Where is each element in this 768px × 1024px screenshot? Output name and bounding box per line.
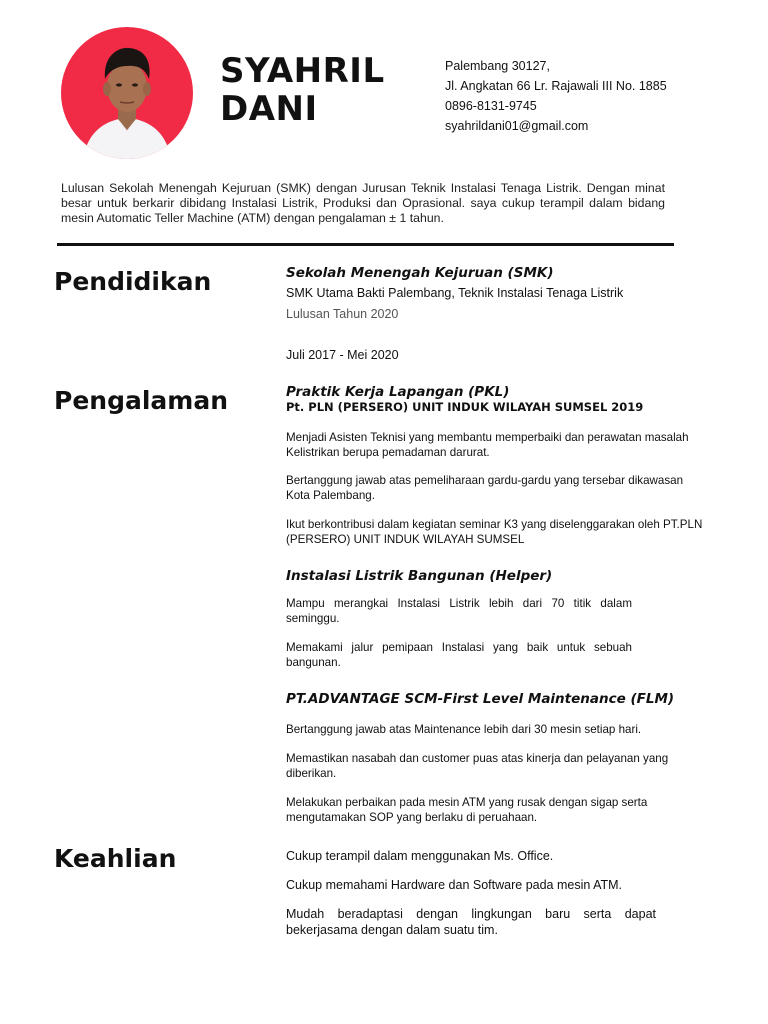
skill-item: Cukup memahami Hardware dan Software pada mesin ATM.: [286, 878, 623, 892]
experience-heading: Pengalaman: [54, 386, 228, 415]
job-duty: Ikut berkontribusi dalam kegiatan seminar K3 yang diselenggarakan oleh PT.PLN (PERSERO) UNIT INDUK WILAYAH SUMSEL: [286, 518, 703, 546]
education-school: SMK Utama Bakti Palembang, Teknik Instalasi Tenaga Listrik: [286, 286, 624, 300]
job-title: Praktik Kerja Lapangan (PKL): [286, 384, 510, 400]
skill-item: Mudah beradaptasi dengan lingkungan baru serta dapat bekerjasama dengan dalam suatu tim.: [286, 907, 656, 937]
job-duty: Menjadi Asisten Teknisi yang membantu memperbaiki dan perawatan masalah Kelistrikan berupa pemadaman darurat.: [286, 431, 689, 459]
profile-photo: [61, 27, 193, 159]
contact-address: Jl. Angkatan 66 Lr. Rajawali III No. 1885: [445, 79, 667, 93]
job-title: PT.ADVANTAGE SCM-First Level Maintenance (FLM): [286, 691, 675, 707]
name-first: SYAHRIL: [220, 51, 385, 91]
profile-summary: Lulusan Sekolah Menengah Kejuruan (SMK) dengan Jurusan Teknik Instalasi Tenaga Listrik. Dengan minat besar untuk berkarir dibidang Instalasi Listrik, Produksi dan Oprasional. saya cukup terampil dalam bidang mesin Automatic Teller Machine (ATM) dengan pengalaman ± 1 tahun.: [61, 181, 665, 225]
skills-heading: Keahlian: [54, 844, 177, 873]
job-duty: Memakami jalur pemipaan Instalasi yang baik untuk sebuah bangunan.: [286, 641, 632, 669]
contact-phone: 0896-8131-9745: [445, 99, 537, 113]
skill-item: Cukup terampil dalam menggunakan Ms. Office.: [286, 849, 554, 863]
education-graduation: Lulusan Tahun 2020: [286, 307, 399, 321]
header-divider: [57, 243, 674, 246]
education-heading: Pendidikan: [54, 267, 212, 296]
contact-email: syahrildani01@gmail.com: [445, 119, 589, 133]
profile-photo-illustration: [61, 27, 193, 159]
job-duty: Bertanggung jawab atas pemeliharaan gardu-gardu yang tersebar dikawasan Kota Palembang.: [286, 474, 684, 502]
name-last: DANI: [220, 89, 318, 129]
job-title: Instalasi Listrik Bangunan (Helper): [286, 568, 553, 584]
contact-block: [445, 56, 667, 136]
education-period: Juli 2017 - Mei 2020: [286, 348, 399, 362]
job-duty: Mampu merangkai Instalasi Listrik lebih dari 70 titik dalam seminggu.: [286, 597, 632, 625]
education-level: Sekolah Menengah Kejuruan (SMK): [286, 265, 554, 281]
contact-postal: Palembang 30127,: [445, 59, 550, 73]
job-duty: Bertanggung jawab atas Maintenance lebih dari 30 mesin setiap hari.: [286, 723, 642, 736]
job-organization: Pt. PLN (PERSERO) UNIT INDUK WILAYAH SUMSEL 2019: [286, 400, 644, 414]
job-duty: Melakukan perbaikan pada mesin ATM yang rusak dengan sigap serta mengutamakan SOP yang berlaku di peruahaan.: [286, 796, 648, 824]
full-name: [220, 52, 385, 128]
job-duty: Memastikan nasabah dan customer puas atas kinerja dan pelayanan yang diberikan.: [286, 752, 669, 780]
